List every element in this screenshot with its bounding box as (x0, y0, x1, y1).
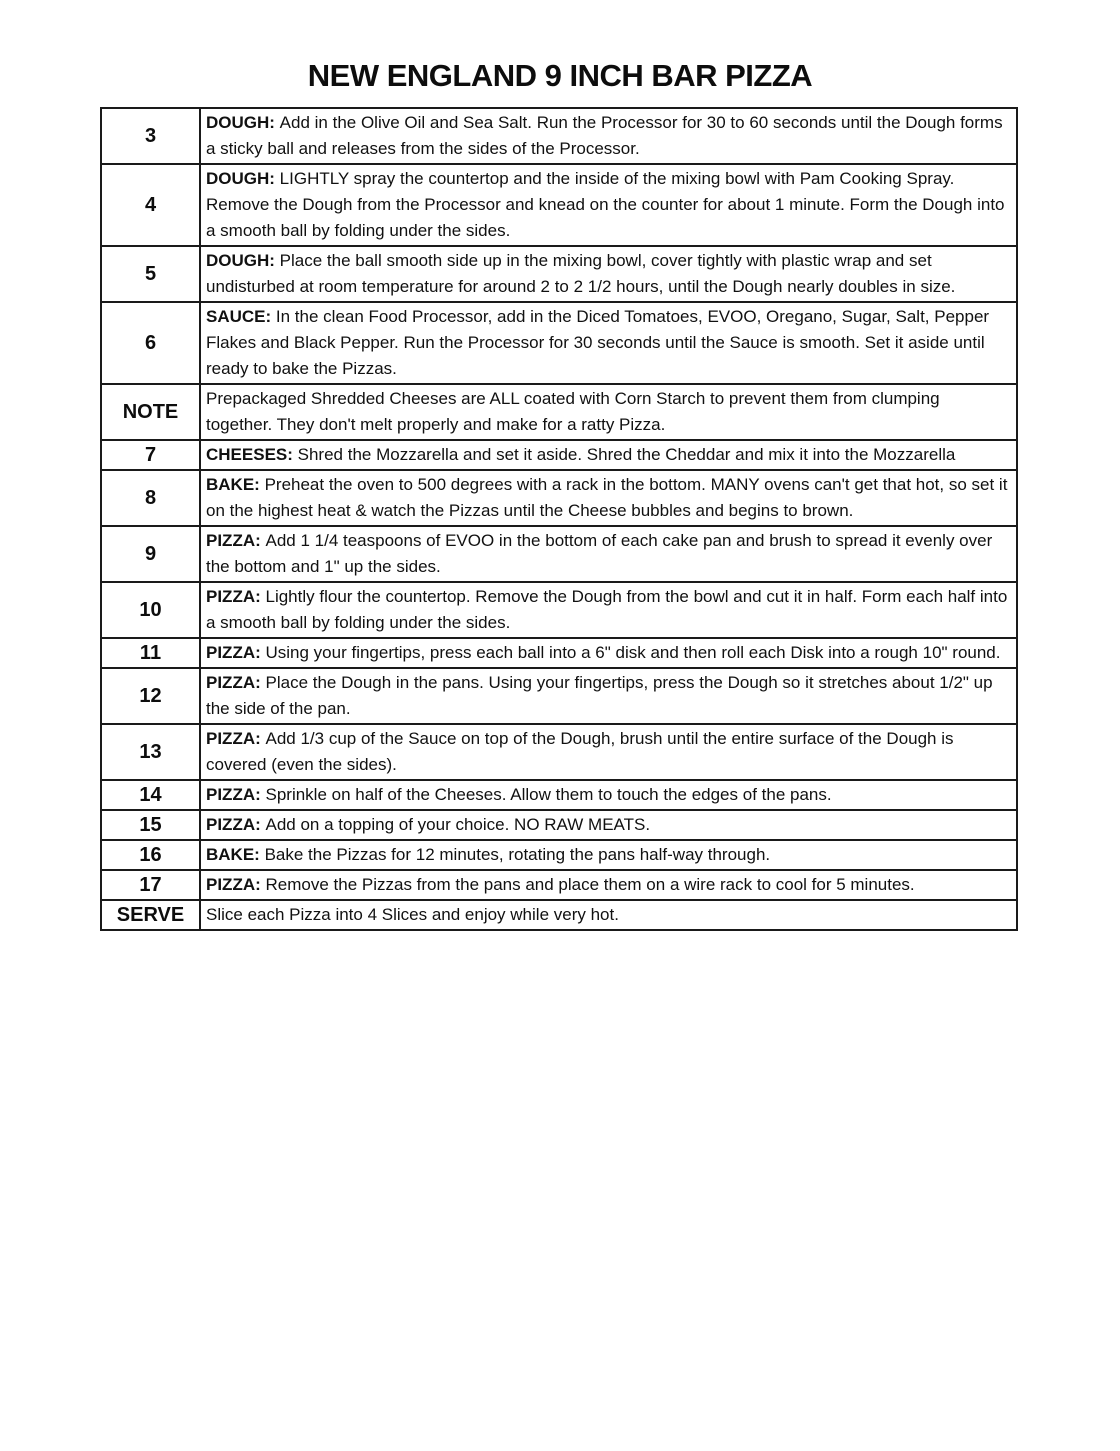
instruction-text: Slice each Pizza into 4 Slices and enjoy while very hot. (206, 905, 619, 924)
instruction-cell (200, 900, 1017, 930)
instruction-cell (200, 582, 1017, 638)
instruction-text: Sprinkle on half of the Cheeses. Allow them to touch the edges of the pans. (265, 785, 832, 804)
step-label: 10 (101, 582, 200, 638)
instruction-text: Remove the Pizzas from the pans and place them on a wire rack to cool for 5 minutes. (265, 875, 915, 894)
instruction-text: Using your fingertips, press each ball into a 6" disk and then roll each Disk into a rough 10" round. (265, 643, 1001, 662)
step-label: NOTE (101, 384, 200, 440)
step-label: 5 (101, 246, 200, 302)
instruction-cell (200, 302, 1017, 384)
table-row (101, 780, 1017, 810)
table-row (101, 840, 1017, 870)
step-label: 13 (101, 724, 200, 780)
instruction-category: PIZZA: (206, 643, 266, 662)
step-label: 3 (101, 108, 200, 164)
step-label: 9 (101, 526, 200, 582)
table-row (101, 900, 1017, 930)
instruction-text: Lightly flour the countertop. Remove the Dough from the bowl and cut it in half. Form each half into a smooth ball by folding under the sides. (206, 587, 1008, 632)
instruction-category: PIZZA: (206, 815, 266, 834)
instruction-text: In the clean Food Processor, add in the Diced Tomatoes, EVOO, Oregano, Sugar, Salt, Pepper Flakes and Black Pepper. Run the Processor for 30 seconds until the Sauce is smooth. Set it aside until ready to bake the Pizzas. (206, 307, 990, 378)
instruction-category: CHEESES: (206, 445, 298, 464)
instruction-cell (200, 638, 1017, 668)
instruction-text: Add in the Olive Oil and Sea Salt. Run the Processor for 30 to 60 seconds until the Dough forms a sticky ball and releases from the sides of the Processor. (206, 113, 1003, 158)
instruction-category: PIZZA: (206, 587, 266, 606)
instruction-text: Place the ball smooth side up in the mixing bowl, cover tightly with plastic wrap and set undisturbed at room temperature for around 2 to 2 1/2 hours, until the Dough nearly doubles in size. (206, 251, 956, 296)
instruction-text: LIGHTLY spray the countertop and the inside of the mixing bowl with Pam Cooking Spray. Remove the Dough from the Processor and knead on the counter for about 1 minute. Form the Dough into a smooth ball by folding under the sides. (206, 169, 1005, 240)
instruction-text: Place the Dough in the pans. Using your fingertips, press the Dough so it stretches about 1/2" up the side of the pan. (206, 673, 993, 718)
instruction-category: PIZZA: (206, 875, 266, 894)
table-row (101, 164, 1017, 246)
instruction-cell (200, 724, 1017, 780)
instruction-cell (200, 470, 1017, 526)
instruction-cell (200, 246, 1017, 302)
instruction-category: PIZZA: (206, 785, 266, 804)
step-label: 15 (101, 810, 200, 840)
instruction-category: BAKE: (206, 845, 265, 864)
instruction-text: Add 1/3 cup of the Sauce on top of the Dough, brush until the entire surface of the Dough is covered (even the sides). (206, 729, 954, 774)
instruction-category: DOUGH: (206, 113, 280, 132)
step-label: 16 (101, 840, 200, 870)
table-row (101, 108, 1017, 164)
instruction-category: PIZZA: (206, 531, 266, 550)
table-row (101, 246, 1017, 302)
instruction-text: Bake the Pizzas for 12 minutes, rotating the pans half-way through. (264, 845, 771, 864)
instruction-cell (200, 668, 1017, 724)
instruction-text: Add on a topping of your choice. NO RAW MEATS. (265, 815, 651, 834)
instruction-category: SAUCE: (206, 307, 276, 326)
instruction-text: Shred the Mozzarella and set it aside. Shred the Cheddar and mix it into the Mozzarella (297, 445, 956, 464)
instruction-cell (200, 810, 1017, 840)
instruction-text: Preheat the oven to 500 degrees with a rack in the bottom. MANY ovens can't get that hot, so set it on the highest heat & watch the Pizzas until the Cheese bubbles and begins to brown. (206, 475, 1008, 520)
table-row (101, 668, 1017, 724)
instruction-category: PIZZA: (206, 673, 266, 692)
page-title: NEW ENGLAND 9 INCH BAR PIZZA (307, 58, 813, 93)
table-row (101, 526, 1017, 582)
instruction-cell (200, 384, 1017, 440)
instruction-cell (200, 780, 1017, 810)
table-row (101, 870, 1017, 900)
table-row (101, 302, 1017, 384)
instruction-category: DOUGH: (206, 251, 280, 270)
table-row (101, 724, 1017, 780)
step-label: 14 (101, 780, 200, 810)
instruction-cell (200, 108, 1017, 164)
table-row (101, 440, 1017, 470)
step-label: 11 (101, 638, 200, 668)
step-label: 6 (101, 302, 200, 384)
table-row (101, 470, 1017, 526)
instruction-text: Add 1 1/4 teaspoons of EVOO in the bottom of each cake pan and brush to spread it evenly over the bottom and 1" up the sides. (206, 531, 993, 576)
instruction-cell (200, 840, 1017, 870)
step-label: 8 (101, 470, 200, 526)
instruction-cell (200, 164, 1017, 246)
recipe-table (100, 107, 1018, 931)
step-label: SERVE (101, 900, 200, 930)
step-label: 17 (101, 870, 200, 900)
recipe-table-body (101, 108, 1017, 930)
table-row (101, 582, 1017, 638)
instruction-text: Prepackaged Shredded Cheeses are ALL coated with Corn Starch to prevent them from clumping together. They don't melt properly and make for a ratty Pizza. (206, 389, 940, 434)
instruction-cell (200, 870, 1017, 900)
step-label: 12 (101, 668, 200, 724)
instruction-category: DOUGH: (206, 169, 280, 188)
table-row (101, 638, 1017, 668)
step-label: 4 (101, 164, 200, 246)
table-row (101, 384, 1017, 440)
step-label: 7 (101, 440, 200, 470)
table-row (101, 810, 1017, 840)
instruction-cell (200, 440, 1017, 470)
instruction-category: PIZZA: (206, 729, 266, 748)
instruction-cell (200, 526, 1017, 582)
instruction-category: BAKE: (206, 475, 265, 494)
